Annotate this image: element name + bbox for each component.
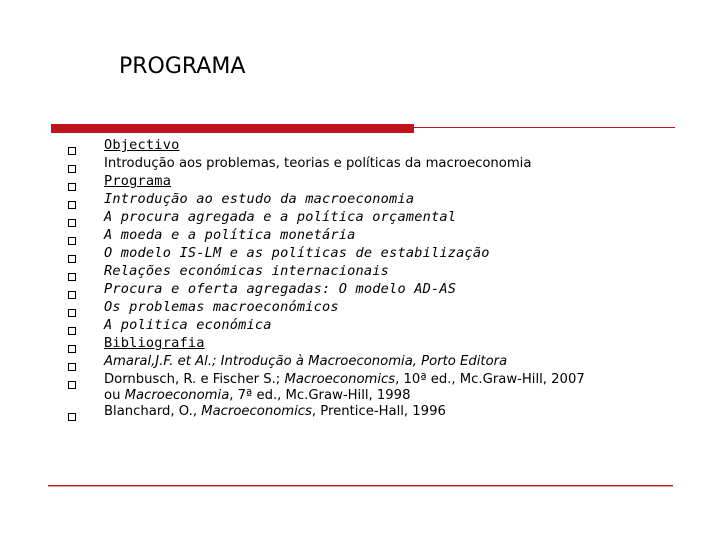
- top-divider-thin: [414, 127, 675, 128]
- list-item-text: Relações económicas internacionais: [104, 263, 390, 279]
- square-bullet-icon: [68, 201, 76, 209]
- list-item-text: Os problemas macroeconómicos: [104, 299, 339, 315]
- list-item-text: A politica económica: [104, 317, 272, 333]
- square-bullet-icon: [68, 291, 76, 299]
- top-divider: [51, 124, 675, 133]
- page-title: PROGRAMA: [119, 54, 246, 79]
- square-bullet-icon: [68, 255, 76, 263]
- square-bullet-icon: [68, 363, 76, 371]
- square-bullet-icon: [68, 327, 76, 335]
- list-item-text: Introdução aos problemas, teorias e políticas da macroeconomia: [104, 156, 532, 171]
- list-item-text: Introdução ao estudo da macroeconomia: [104, 191, 415, 207]
- top-divider-thick: [51, 124, 414, 133]
- square-bullet-icon: [68, 165, 76, 173]
- square-bullet-icon: [68, 345, 76, 353]
- bottom-divider: [48, 485, 673, 487]
- square-bullet-icon: [68, 237, 76, 245]
- square-bullet-icon: [68, 381, 76, 389]
- square-bullet-icon: [68, 273, 76, 281]
- square-bullet-icon: [68, 219, 76, 227]
- list-item-text: A moeda e a política monetária: [104, 227, 356, 243]
- list-item-text: Procura e oferta agregadas: O modelo AD-AS: [104, 281, 457, 297]
- square-bullet-icon: [68, 147, 76, 155]
- square-bullet-icon: [68, 183, 76, 191]
- square-bullet-icon: [68, 309, 76, 317]
- list-item-text: Programa: [104, 173, 172, 189]
- list-item-text: Objectivo: [104, 137, 180, 153]
- list-item-text: O modelo IS-LM e as políticas de estabilização: [104, 245, 490, 261]
- square-bullet-icon: [68, 413, 76, 421]
- list-item-text: Blanchard, O., Macroeconomics, Prentice-Hall, 1996: [104, 404, 446, 419]
- list-item-text: Bibliografia: [104, 335, 205, 351]
- list-item-text: A procura agregada e a política orçamental: [104, 209, 457, 225]
- list-item-text: Dornbusch, R. e Fischer S.; Macroeconomics, 10ª ed., Mc.Graw-Hill, 2007: [104, 372, 585, 387]
- list-item-text-continued: ou Macroeconomia, 7ª ed., Mc.Graw-Hill, 1998: [104, 388, 411, 403]
- list-item-text: Amaral,J.F. et Al.; Introdução à Macroeconomia, Porto Editora: [104, 354, 508, 369]
